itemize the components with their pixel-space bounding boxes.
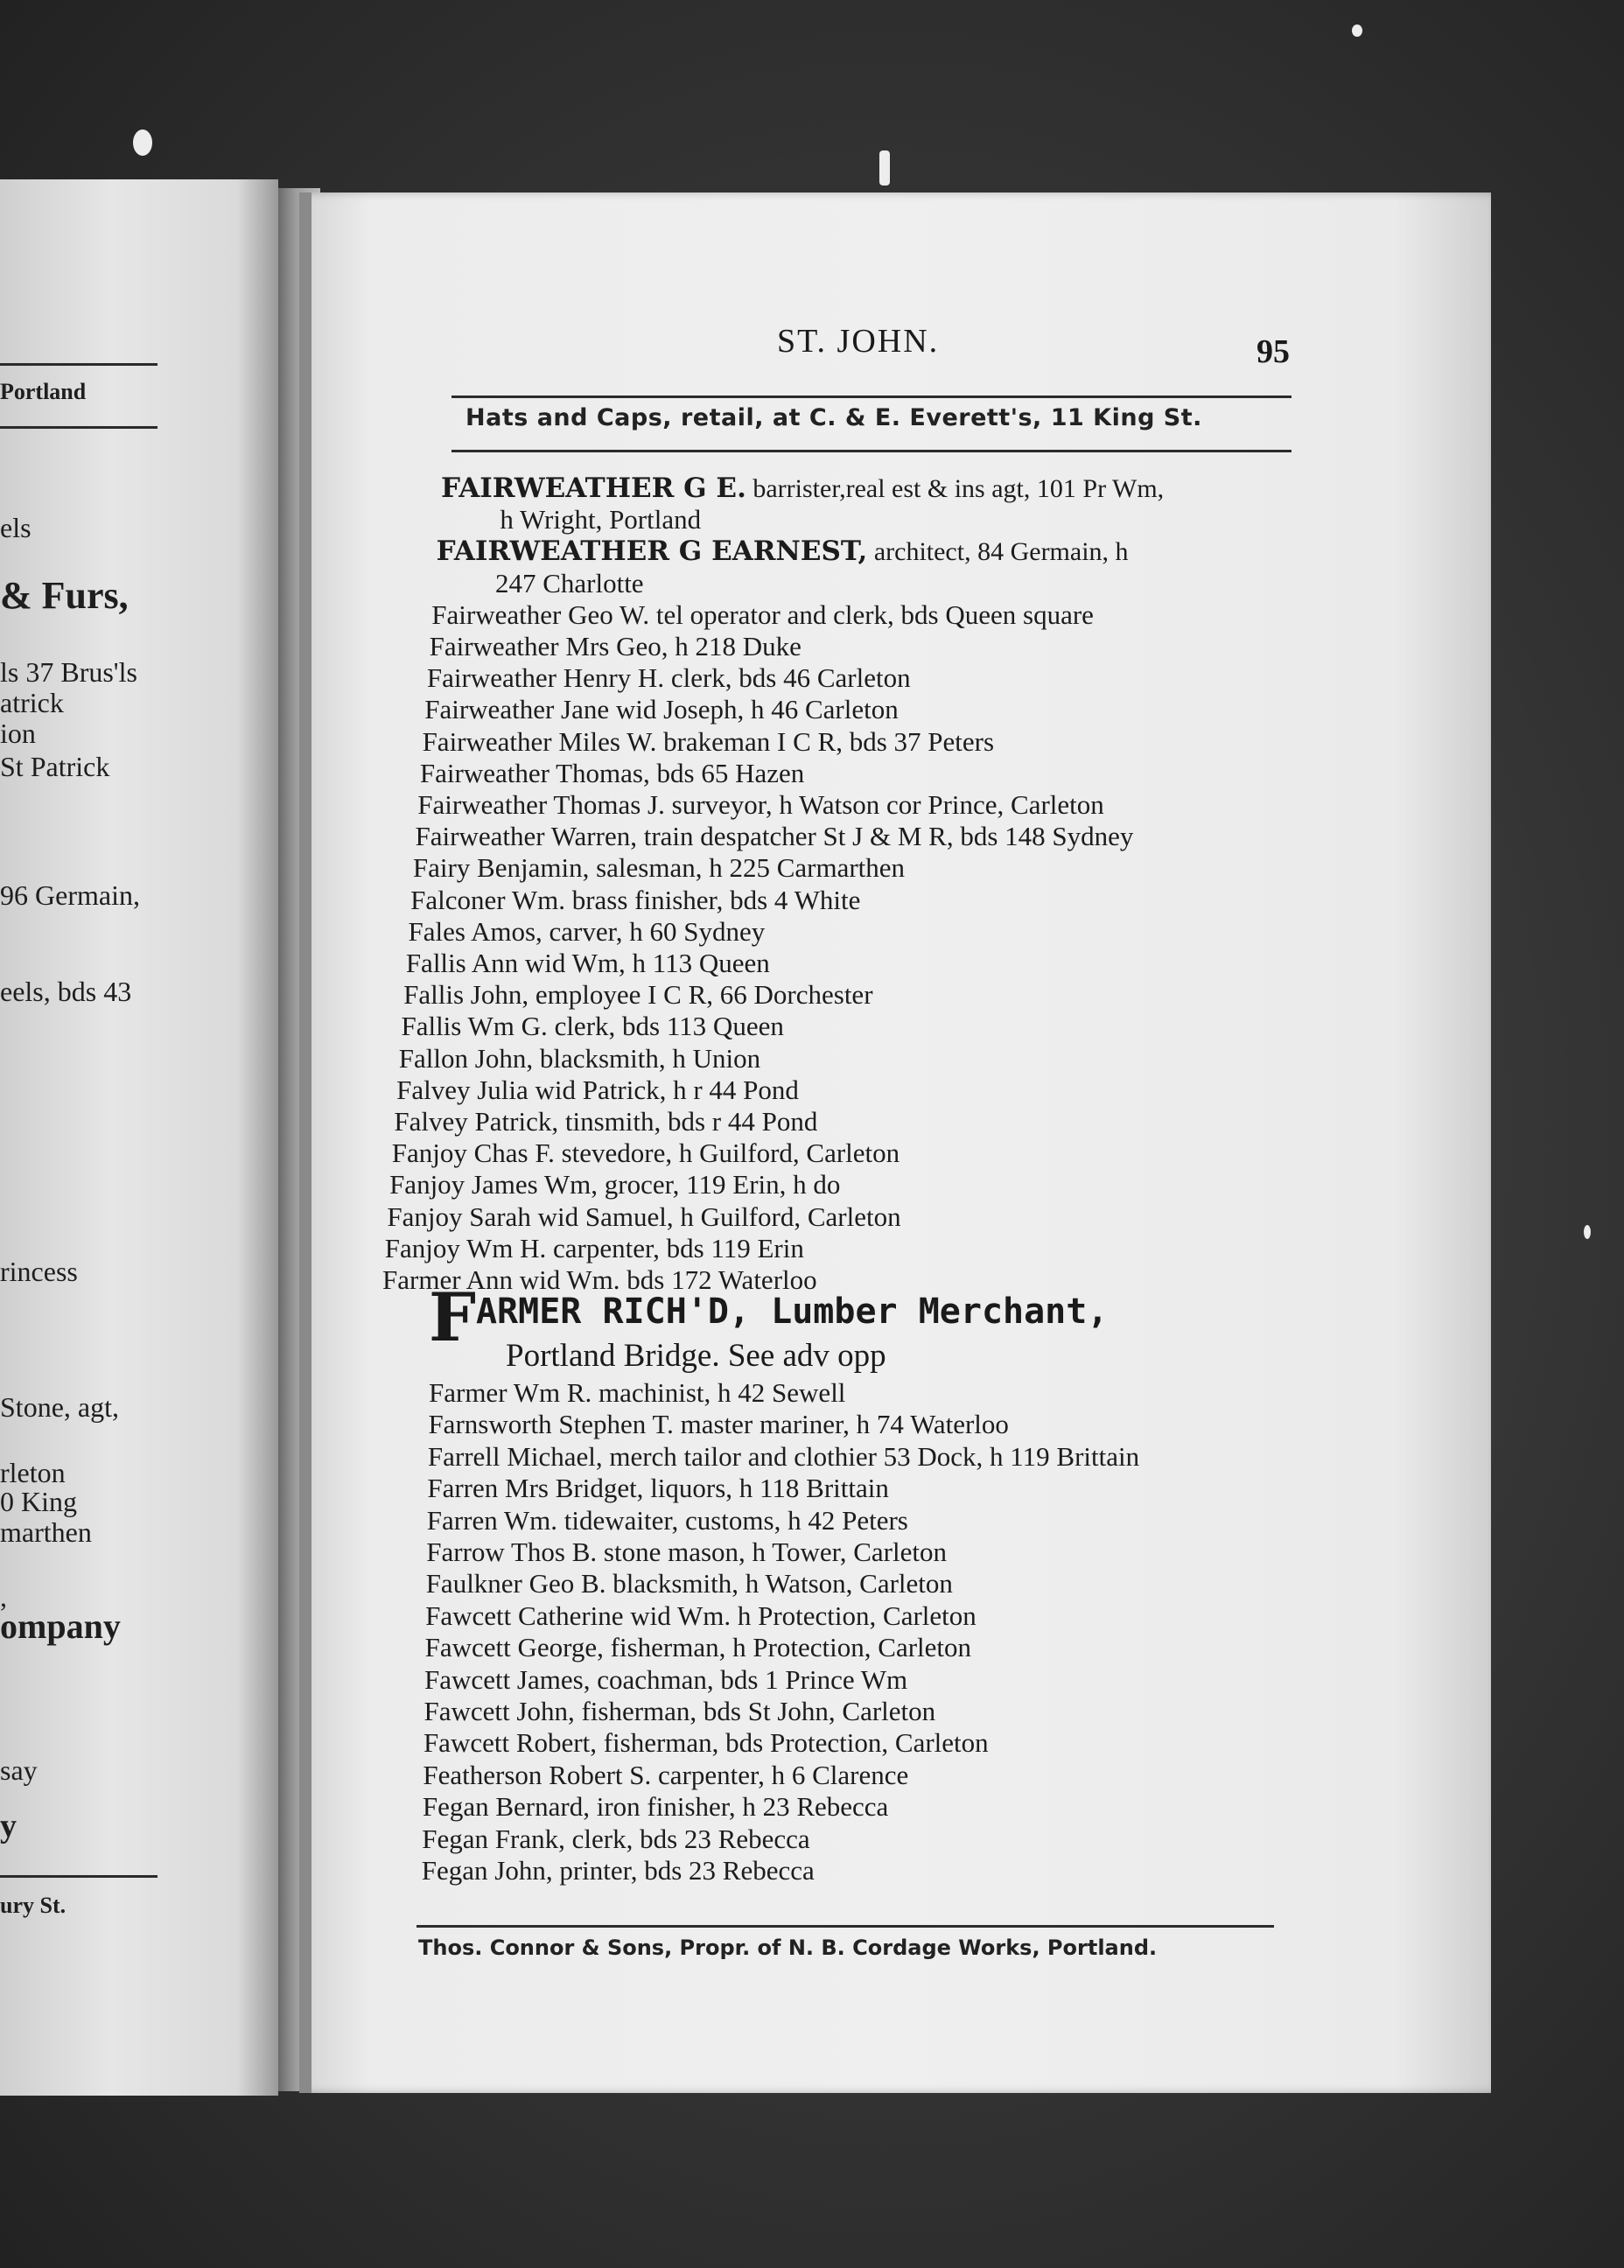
entry-details: architect, 84 Germain, h — [867, 537, 1129, 567]
left-fragment: say — [0, 1754, 38, 1786]
entry-name: Fallis Ann — [405, 948, 519, 978]
entry-name: Fairweather Henry H. — [426, 662, 665, 694]
entry-name: Farrell Michael, — [427, 1440, 603, 1472]
left-fragment: eels, bds 43 — [0, 976, 132, 1007]
entry-name: Farmer Ann — [382, 1264, 513, 1295]
entry-details: blacksmith, h Union — [533, 1042, 761, 1074]
entry-name: Falvey Patrick, — [394, 1106, 559, 1137]
directory-entry — [425, 1632, 971, 1663]
entry-details: brakeman I C R, bds 37 Peters — [656, 725, 995, 757]
directory-entry — [410, 885, 860, 916]
entry-details: carpenter, h 6 Clarence — [651, 1759, 909, 1790]
entry-name: Fawcett James, — [424, 1663, 591, 1695]
film-speck — [133, 130, 152, 156]
directory-entry — [417, 789, 1104, 821]
left-fragment: 96 Germain, — [0, 879, 140, 911]
entry-name: Fallis John, — [403, 979, 529, 1011]
entry-details: grocer, 119 Erin, h do — [598, 1169, 841, 1200]
entry-details: coachman, bds 1 Prince Wm — [590, 1663, 908, 1695]
directory-entry — [385, 1233, 804, 1264]
directory-entry — [428, 1409, 1009, 1440]
running-head: ST. JOHN. — [777, 323, 940, 360]
directory-entry — [408, 916, 765, 948]
entry-details: blacksmith, h Watson, Carleton — [606, 1568, 953, 1600]
entry-details: tidewaiter, customs, h 42 Peters — [557, 1504, 908, 1536]
entry-name: Fawcett George, — [424, 1632, 604, 1663]
entry-name: Farren Mrs Bridget, — [427, 1473, 644, 1504]
entry-name: Fallon John, — [398, 1042, 534, 1074]
directory-entry — [422, 1855, 815, 1886]
left-fragment: els — [0, 512, 32, 543]
entry-name: Fairweather Warren, — [415, 821, 637, 852]
directory-entry — [413, 852, 905, 884]
farmer-dropcap: F — [429, 1278, 476, 1356]
directory-entry — [441, 472, 1164, 504]
directory-entry — [500, 504, 701, 536]
entry-name: Farren Wm. — [426, 1504, 558, 1536]
entry-name: Falvey Julia — [396, 1074, 528, 1105]
entry-details: wid Joseph, h 46 Carleton — [609, 694, 899, 725]
directory-entry — [403, 979, 872, 1011]
entry-name: Farmer Wm R. — [429, 1377, 592, 1408]
directory-entry — [425, 1600, 976, 1632]
left-fragment: 0 King — [0, 1486, 77, 1517]
previous-page — [0, 179, 278, 2096]
entry-details: carver, h 60 Sydney — [542, 915, 766, 947]
entry-name: Faulkner Geo B. — [425, 1568, 606, 1600]
entry-name: FAIRWEATHER G EARNEST, — [436, 536, 868, 568]
entry-details: carpenter, bds 119 Erin — [546, 1232, 804, 1264]
left-fragment: ury St. — [0, 1893, 66, 1918]
entry-name: Fegan Bernard, — [422, 1791, 590, 1823]
left-fragment: y — [0, 1808, 17, 1844]
directory-entry — [392, 1138, 900, 1169]
directory-entry — [389, 1169, 840, 1200]
left-fragment: Portland — [0, 379, 87, 404]
left-fragment: ls 37 Brus'ls — [0, 656, 137, 688]
directory-entry — [428, 1441, 1139, 1473]
left-fragment: rincess — [0, 1256, 78, 1287]
entry-name: Fanjoy Wm H. — [384, 1232, 547, 1264]
entry-name: Fawcett John, — [424, 1696, 575, 1726]
page-number: 95 — [1256, 333, 1290, 370]
directory-entry — [427, 1473, 889, 1504]
header-rule-top — [452, 396, 1292, 398]
directory-entry — [399, 1043, 760, 1074]
directory-entry — [420, 758, 804, 789]
entry-details: wid Wm, h 113 Queen — [518, 948, 770, 978]
directory-entry — [396, 1074, 799, 1106]
entry-name: Fanjoy James Wm, — [389, 1169, 598, 1200]
entry-name: Fanjoy Chas F. — [391, 1138, 555, 1169]
entry-details: master mariner, h 74 Waterloo — [673, 1409, 1009, 1440]
entry-name: FAIRWEATHER G E. — [441, 472, 746, 504]
directory-entry — [424, 1664, 907, 1696]
entry-details: salesman, h 225 Carmarthen — [589, 852, 906, 884]
left-fragment: ompany — [0, 1606, 121, 1646]
directory-entry — [387, 1201, 900, 1233]
entry-details: wid Wm. bds 172 Waterloo — [512, 1264, 817, 1295]
left-rule-bottom — [0, 1875, 158, 1878]
entry-details: printer, bds 23 Rebecca — [552, 1855, 815, 1886]
header-rule-bottom — [452, 450, 1292, 452]
directory-entry — [422, 1824, 809, 1855]
directory-entry — [427, 662, 911, 694]
entry-name: Fairweather Mrs Geo, — [429, 631, 668, 662]
directory-entry — [423, 1791, 888, 1823]
entry-name: Farnsworth Stephen T. — [428, 1409, 674, 1440]
bottom-advertisement-banner: Thos. Connor & Sons, Propr. of N. B. Cordage Works, Portland. — [418, 1936, 1158, 1960]
entry-details: merch tailor and clothier 53 Dock, h 119 Brittain — [602, 1440, 1140, 1472]
entry-details: tinsmith, bds r 44 Pond — [558, 1106, 818, 1137]
film-speck — [879, 150, 890, 186]
entry-details: iron finisher, h 23 Rebecca — [589, 1791, 889, 1823]
entry-name: Fanjoy Sarah — [387, 1200, 531, 1232]
entry-name: Fairweather Thomas, — [419, 757, 650, 788]
entry-details: fisherman, h Protection, Carleton — [603, 1632, 972, 1663]
entry-details: train despatcher St J & M R, bds 148 Sydney — [636, 821, 1134, 852]
left-fragment: marthen — [0, 1516, 92, 1548]
entry-details: employee I C R, 66 Dorchester — [528, 979, 873, 1011]
left-fragment: Stone, agt, — [0, 1391, 119, 1423]
entry-details: tel operator and clerk, bds Queen square — [649, 598, 1094, 630]
left-fragment: rleton — [0, 1457, 66, 1488]
entry-details: surveyor, h Watson cor Prince, Carleton — [664, 789, 1104, 820]
entry-name: Falconer Wm. — [410, 884, 565, 915]
directory-entry — [427, 1505, 908, 1536]
entry-details: stone mason, h Tower, Carleton — [597, 1536, 947, 1567]
entry-details: clerk, bds 113 Queen — [547, 1011, 784, 1042]
top-advertisement-banner: Hats and Caps, retail, at C. & E. Everett's, 11 King St. — [466, 404, 1202, 431]
entry-details: brass finisher, bds 4 White — [564, 884, 861, 915]
entry-name: Fawcett Catherine — [425, 1600, 624, 1631]
directory-entry — [406, 948, 770, 979]
entry-details: bds 65 Hazen — [649, 757, 805, 788]
entry-name: Fairweather Jane — [424, 694, 610, 725]
entry-details: fisherman, bds St John, Carleton — [574, 1696, 936, 1726]
left-fragment: ion — [0, 718, 36, 749]
directory-entry — [423, 726, 994, 758]
directory-entry — [401, 1011, 783, 1042]
page-edge — [299, 192, 312, 2093]
directory-entry — [426, 1536, 947, 1568]
entry-details: clerk, bds 46 Carleton — [664, 662, 911, 694]
entry-name: Fairweather Thomas J. — [417, 789, 665, 820]
entry-name: Fales Amos, — [408, 915, 542, 947]
directory-entry — [437, 536, 1129, 567]
entry-name: Fegan John, — [421, 1855, 553, 1886]
entry-name: Fairy Benjamin, — [412, 852, 590, 884]
entry-name: Fairweather Geo W. — [431, 598, 650, 630]
film-speck — [1584, 1225, 1591, 1239]
directory-entry — [424, 1727, 989, 1759]
film-speck — [1352, 24, 1362, 37]
directory-entry — [426, 1568, 953, 1600]
directory-entry — [423, 1760, 908, 1791]
farmer-ad-line2: Portland Bridge. See adv opp — [506, 1338, 886, 1374]
entry-details: stevedore, h Guilford, Carleton — [554, 1138, 900, 1169]
left-fragment: & Furs, — [0, 574, 129, 617]
entry-name: Featherson Robert S. — [423, 1759, 652, 1790]
entry-details: clerk, bds 23 Rebecca — [564, 1823, 810, 1854]
left-fragment: atrick — [0, 687, 64, 718]
footer-rule — [416, 1925, 1274, 1928]
entry-name: Fairweather Miles W. — [422, 725, 657, 757]
entry-details: 247 Charlotte — [494, 567, 644, 598]
directory-entry — [394, 1106, 817, 1138]
left-fragment: St Patrick — [0, 751, 110, 782]
directory-entry — [416, 821, 1134, 852]
entry-details: h Wright, Portland — [500, 504, 702, 536]
left-rule-2 — [0, 426, 158, 429]
entry-details: wid Samuel, h Guilford, Carleton — [530, 1200, 901, 1232]
entry-details: wid Patrick, h r 44 Pond — [528, 1074, 799, 1105]
farmer-ad-line1: ARMER RICH'D, Lumber Merchant, — [475, 1292, 1109, 1332]
directory-entry — [424, 694, 899, 725]
entry-details: barrister,real est & ins agt, 101 Pr Wm, — [746, 474, 1165, 503]
directory-entry — [424, 1696, 936, 1727]
directory-entry — [431, 599, 1094, 631]
entry-name: Fegan Frank, — [422, 1823, 565, 1854]
entry-name: Fallis Wm G. — [401, 1011, 548, 1042]
left-fragment: , — [0, 1581, 7, 1613]
left-rule-top — [0, 363, 158, 366]
entry-details: machinist, h 42 Sewell — [592, 1377, 846, 1408]
entry-details: wid Wm. h Protection, Carleton — [623, 1600, 976, 1631]
entry-details: liquors, h 118 Brittain — [643, 1473, 889, 1504]
directory-entry — [495, 568, 644, 599]
directory-entry — [429, 1377, 845, 1409]
entry-name: Farrow Thos B. — [426, 1536, 598, 1567]
entry-name: Fawcett Robert, — [423, 1727, 597, 1759]
directory-entry — [430, 631, 802, 662]
entry-details: fisherman, bds Protection, Carleton — [596, 1727, 989, 1759]
entry-details: h 218 Duke — [668, 631, 802, 662]
